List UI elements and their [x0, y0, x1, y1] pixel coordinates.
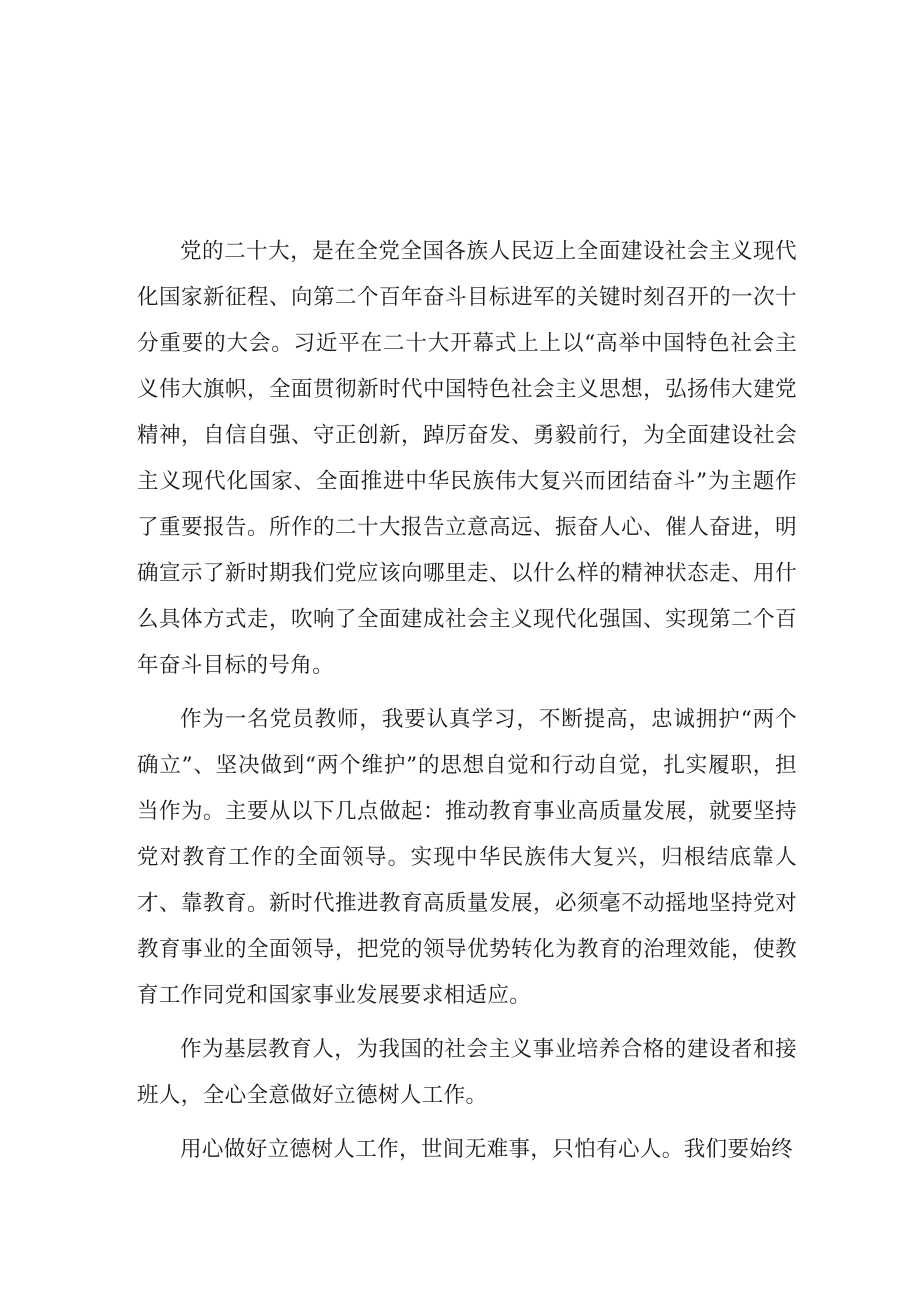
paragraph-4: 用心做好立德树人工作，世间无难事，只怕有心人。我们要始终: [180, 1137, 794, 1162]
paragraph-1: 党的二十大，是在全党全国各族人民迈上全面建设社会主义现代化国家新征程、向第二个百年奋斗目标进军的关键时刻召开的一次十分重要的大会。习近平在二十大开幕式上上以“高举中国特色社会主义伟大旗帜，全面贯彻新时代中国特色社会主义思想，弘扬伟大建党精神，自信自强、守正创新，踔厉奋发、勇毅前行，为全面建设社会主义现代化国家、全面推进中华民族伟大复兴而团结奋斗”为主题作了重要报告。所作的二十大报告立意高远、振奋人心、催人奋进，明确宣示了新时期我们党应该向哪里走、以什么样的精神状态走、用什么具体方式走，吹响了全面建成社会主义现代化强国、实现第二个百年奋斗目标的号角。: [137, 239, 797, 678]
document-body: [137, 229, 797, 1181]
paragraph-3: 作为基层教育人，为我国的社会主义事业培养合格的建设者和接班人，全心全意做好立德树人工作。: [137, 1037, 797, 1108]
paragraph-2: 作为一名党员教师，我要认真学习，不断提高，忠诚拥护“两个确立”、坚决做到“两个维护”的思想自觉和行动自觉，扎实履职，担当作为。主要从以下几点做起：推动教育事业高质量发展，就要坚持党对教育工作的全面领导。实现中华民族伟大复兴，归根结底靠人才、靠教育。新时代推进教育高质量发展，必须毫不动摇地坚持党对教育事业的全面领导，把党的领导优势转化为教育的治理效能，使教育工作同党和国家事业发展要求相适应。: [137, 707, 797, 1008]
